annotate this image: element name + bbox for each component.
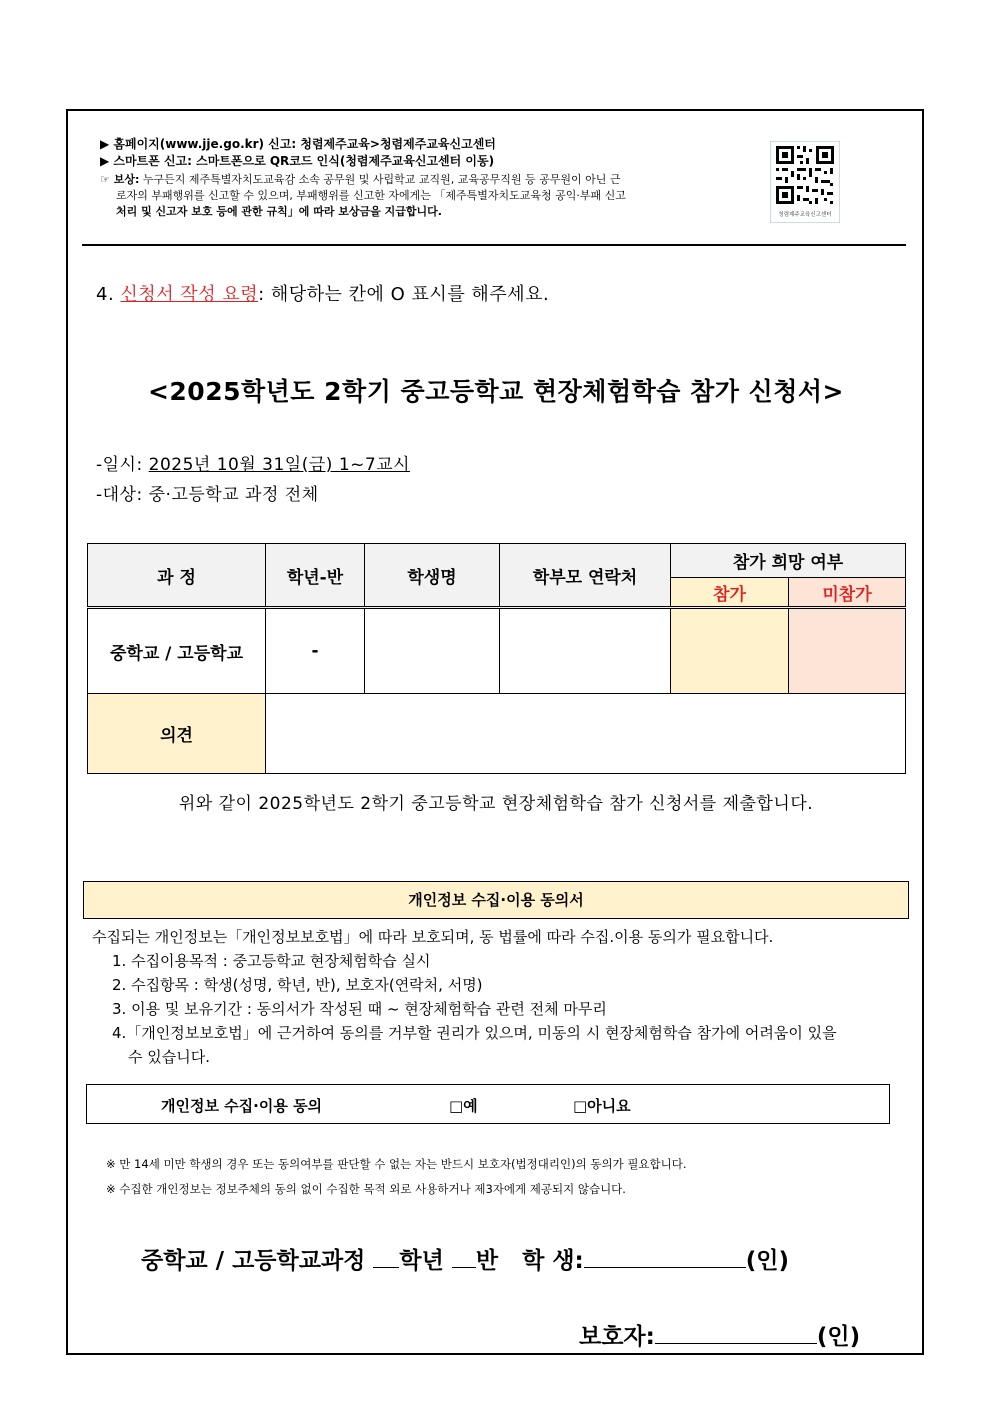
header-yes: 참가 [671, 578, 789, 608]
header-parent-contact: 학부모 연락처 [500, 544, 671, 608]
header-grade-class: 학년-반 [266, 544, 365, 608]
reward-label: ☞ 보상: [100, 173, 140, 186]
privacy-item-3: 3. 이용 및 보유기간 : 동의서가 작성된 때 ~ 현장체험학습 관련 전체 마무리 [112, 1000, 607, 1018]
reward-text-3: 처리 및 신고자 보호 등에 관한 규칙」에 따라 보상금을 지급합니다. [116, 205, 442, 218]
privacy-item-1: 1. 수집이용목적 : 중고등학교 현장체험학습 실시 [112, 952, 431, 970]
form-guide [96, 280, 549, 306]
qr-caption: 청렴제주교육신고센터 [778, 212, 832, 218]
privacy-item-2: 2. 수집항목 : 학생(성명, 학년, 반), 보호자(연락처, 서명) [112, 976, 483, 994]
consent-box [86, 1084, 890, 1124]
target-label: -대상: [96, 485, 143, 505]
note-2: ※ 수집한 개인정보는 정보주체의 동의 없이 수집한 목적 외로 사용하거나 제3자에게 제공되지 않습니다. [106, 1182, 626, 1196]
guardian-seal: (인) [816, 1324, 861, 1350]
row-no-cell[interactable] [789, 608, 906, 694]
consent-label: 개인정보 수집·이용 동의 [161, 1097, 323, 1115]
privacy-text [92, 925, 900, 1069]
guide-highlight: 신청서 작성 요령 [120, 284, 259, 305]
student-signature-line [141, 1242, 789, 1275]
guardian-name-blank[interactable] [655, 1343, 817, 1344]
application-table [87, 543, 906, 774]
opinion-label: 의견 [88, 694, 266, 774]
row-yes-cell[interactable] [671, 608, 789, 694]
reward-text-1: 누구든지 제주특별자치도교육감 소속 공무원 및 사립학교 교직원, 교육공무직원 등 공무원이 아닌 근 [142, 173, 621, 186]
row-course: 중학교 / 고등학교 [88, 608, 266, 694]
sign-course: 중학교 / 고등학교과정 [141, 1248, 366, 1274]
target-value: 중·고등학교 과정 전체 [148, 485, 319, 505]
row-parent-contact[interactable] [500, 608, 671, 694]
guardian-signature-line [579, 1318, 860, 1351]
note-1: ※ 만 14세 미만 학생의 경우 또는 동의여부를 판단할 수 없는 자는 반드시 보호자(법정대리인)의 동의가 필요합니다. [106, 1157, 687, 1171]
sign-student: 학 생: [522, 1248, 584, 1274]
date-label: -일시: [96, 455, 143, 475]
student-seal: (인) [745, 1248, 790, 1274]
target-line [96, 480, 319, 505]
header-student: 학생명 [365, 544, 500, 608]
divider [82, 244, 906, 246]
report-notice [100, 136, 720, 220]
privacy-item-4-cont: 수 있습니다. [128, 1048, 210, 1066]
row-grade-class[interactable]: - [266, 608, 365, 694]
qr-code[interactable] [770, 141, 840, 223]
header-participation: 참가 희망 여부 [671, 544, 906, 578]
submit-statement: 위와 같이 2025학년도 2학기 중고등학교 현장체험학습 참가 신청서를 제출합니다. [178, 794, 814, 814]
consent-yes-checkbox[interactable]: □예 [449, 1097, 478, 1115]
reward-text-2: 로자의 부패행위를 신고할 수 있으며, 부패행위를 신고한 자에게는 「제주특별자치도교육청 공익·부패 신고 [116, 189, 626, 202]
grade-blank[interactable] [373, 1267, 399, 1268]
guide-text: : 해당하는 칸에 O 표시를 해주세요. [258, 284, 550, 305]
privacy-intro: 수집되는 개인정보는「개인정보보호법」에 따라 보호되며, 동 법률에 따라 수집.이용 동의가 필요합니다. [92, 928, 774, 946]
consent-no-checkbox[interactable]: □아니요 [573, 1097, 631, 1115]
date-line [96, 450, 410, 475]
homepage-report-line: ▶ 홈페이지(www.jje.go.kr) 신고: 청렴제주교육>청렴제주교육신고센터 [100, 137, 496, 151]
reward-notice [100, 172, 720, 220]
student-name-blank[interactable] [584, 1267, 746, 1268]
sign-guardian: 보호자: [579, 1324, 655, 1350]
header-course: 과 정 [88, 544, 266, 608]
smartphone-report-line: ▶ 스마트폰 신고: 스마트폰으로 QR코드 인식(청렴제주교육신고센터 이동) [100, 154, 495, 168]
privacy-title: 개인정보 수집·이용 동의서 [83, 881, 909, 919]
sign-class: 반 [475, 1248, 499, 1274]
privacy-item-4: 4.「개인정보보호법」에 근거하여 동의를 거부할 권리가 있으며, 미동의 시 현장체험학습 참가에 어려움이 있을 [112, 1024, 837, 1042]
opinion-cell[interactable] [266, 694, 906, 774]
guide-number: 4. [96, 284, 115, 305]
page-title: <2025학년도 2학기 중고등학교 현장체험학습 참가 신청서> [147, 377, 845, 406]
sign-grade: 학년 [399, 1248, 444, 1274]
row-student[interactable] [365, 608, 500, 694]
date-value: 2025년 10월 31일(금) 1~7교시 [148, 455, 411, 475]
header-no: 미참가 [789, 578, 906, 608]
class-blank[interactable] [452, 1267, 476, 1268]
